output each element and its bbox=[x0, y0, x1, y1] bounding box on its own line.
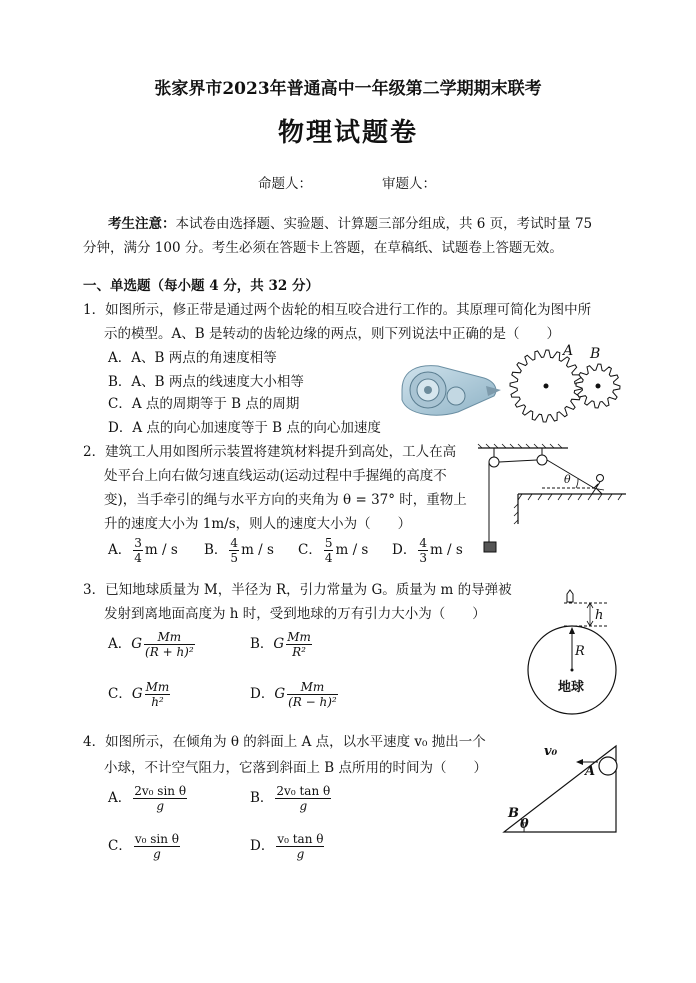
q4-option-a bbox=[108, 784, 189, 813]
incline-label-theta: θ bbox=[520, 817, 529, 832]
q4-a-letter: A． bbox=[108, 790, 132, 806]
q4-option-c bbox=[108, 832, 182, 861]
earth-label: 地球 bbox=[558, 680, 585, 695]
setter-label: 命题人： bbox=[258, 176, 312, 192]
earth-label-r: R bbox=[575, 644, 585, 659]
paper-title: 物理试题卷 bbox=[277, 118, 418, 148]
q2-option-a bbox=[108, 536, 178, 565]
q3-option-b bbox=[250, 630, 314, 659]
q3-b-den: R² bbox=[292, 645, 306, 659]
earth-label-h: h bbox=[595, 608, 604, 623]
q4-a-num: 2v₀ sin θ bbox=[134, 784, 187, 798]
q2-c-unit: m / s bbox=[335, 542, 369, 558]
q2-line4: 升的速度大小为 1m/s，则人的速度大小为（ ） bbox=[104, 516, 412, 532]
q4-b-den: g bbox=[299, 799, 308, 813]
earth-diagram bbox=[528, 586, 618, 716]
incline-label-a: A bbox=[585, 764, 596, 779]
q2-option-c-letter: C． bbox=[298, 542, 322, 558]
q4-b-letter: B． bbox=[250, 790, 274, 806]
q2-a-num: 3 bbox=[134, 536, 142, 550]
q3-b-g: G bbox=[273, 636, 285, 652]
q2-option-d bbox=[392, 536, 463, 565]
q2-option-b-letter: B． bbox=[204, 542, 228, 558]
q3-d-g: G bbox=[274, 686, 286, 702]
q4-line2: 小球，不计空气阻力，它落到斜面上 B 点所用的时间为（ ） bbox=[104, 760, 488, 776]
incline-label-b: B bbox=[508, 806, 519, 821]
q2-option-a-letter: A． bbox=[108, 542, 132, 558]
q2-b-num: 4 bbox=[230, 536, 239, 550]
q4-c-den: g bbox=[153, 847, 161, 861]
notice-label: 考生注意： bbox=[108, 216, 176, 232]
section1-heading: 一、单选题（每小题 4 分，共 32 分） bbox=[83, 278, 319, 294]
q2-a-den: 4 bbox=[134, 551, 142, 565]
q4-c-num: v₀ sin θ bbox=[134, 832, 180, 846]
pulley-diagram bbox=[476, 444, 626, 556]
q3-d-num: Mm bbox=[287, 680, 338, 695]
q4-a-den: g bbox=[156, 799, 164, 813]
q3-d-den: (R − h)² bbox=[288, 695, 337, 709]
q2-line3: 变)，当手牵引的绳与水平方向的夹角为 θ = 37° 时，重物上 bbox=[104, 492, 467, 508]
q3-c-num: Mm bbox=[145, 680, 170, 694]
q2-option-b bbox=[204, 536, 274, 565]
q2-d-num: 4 bbox=[419, 536, 427, 550]
q2-a-unit: m / s bbox=[144, 542, 178, 558]
notice-line1 bbox=[108, 212, 592, 232]
q3-a-num: Mm bbox=[144, 630, 195, 645]
q1-option-a: A．A、B 两点的角速度相等 bbox=[108, 350, 277, 366]
q3-line1: 3．已知地球质量为 M，半径为 R，引力常量为 G。质量为 m 的导弹被 bbox=[83, 582, 512, 598]
q2-option-d-letter: D． bbox=[392, 542, 417, 558]
q2-b-unit: m / s bbox=[241, 542, 274, 558]
gear-large-axle bbox=[544, 384, 549, 389]
q4-d-num: v₀ tan θ bbox=[277, 832, 324, 846]
q2-line2: 处平台上向右做匀速直线运动(运动过程中手握绳的高度不 bbox=[104, 468, 447, 484]
gear-label-a: A bbox=[563, 343, 574, 359]
q1-line1: 1．如图所示，修正带是通过两个齿轮的相互咬合进行工作的。其原理可简化为图中所 bbox=[83, 302, 592, 318]
q4-line1: 4．如图所示，在倾角为 θ 的斜面上 A 点，以水平速度 v₀ 抛出一个 bbox=[83, 734, 486, 750]
q3-c-den: h² bbox=[151, 695, 164, 709]
q2-d-unit: m / s bbox=[429, 542, 463, 558]
q2-c-num: 5 bbox=[324, 536, 333, 550]
gear-small-axle bbox=[596, 384, 601, 389]
gear-label-b: B bbox=[590, 346, 601, 362]
q4-option-b bbox=[250, 784, 333, 813]
pulley-theta-label: θ bbox=[564, 473, 571, 486]
q2-option-c bbox=[298, 536, 368, 565]
correction-tape-image bbox=[398, 360, 502, 420]
q3-line2: 发射到离地面高度为 h 时，受到地球的万有引力大小为（ ） bbox=[104, 606, 486, 622]
q1-option-c: C．A 点的周期等于 B 点的周期 bbox=[108, 396, 300, 412]
q1-option-d: D．A 点的向心加速度等于 B 点的向心加速度 bbox=[108, 420, 381, 436]
q4-d-letter: D． bbox=[250, 838, 275, 854]
reviewer-label: 审题人： bbox=[382, 176, 436, 192]
q3-a-letter: A． bbox=[108, 636, 132, 652]
q3-option-a bbox=[108, 630, 197, 659]
q2-line1: 2．建筑工人用如图所示装置将建筑材料提升到高处，工人在高 bbox=[83, 444, 457, 460]
q4-option-d bbox=[250, 832, 326, 861]
q2-b-den: 5 bbox=[230, 551, 239, 565]
incline-label-v0: v₀ bbox=[544, 744, 558, 759]
q1-line2: 示的模型。A、B 是转动的齿轮边缘的两点，则下列说法中正确的是（ ） bbox=[104, 326, 560, 342]
q2-d-den: 3 bbox=[419, 551, 427, 565]
q3-c-letter: C． bbox=[108, 686, 132, 702]
q3-b-num: Mm bbox=[287, 630, 311, 644]
exam-title: 张家界市2023年普通高中一年级第二学期期末联考 bbox=[154, 79, 542, 99]
q1-option-b: B．A、B 两点的线速度大小相等 bbox=[108, 374, 304, 390]
q3-option-d bbox=[250, 680, 340, 709]
notice-text-1: 本试卷由选择题、实验题、计算题三部分组成，共 6 页，考试时量 75 bbox=[175, 216, 593, 232]
q3-d-letter: D． bbox=[250, 686, 275, 702]
notice-line2: 分钟，满分 100 分。考生必须在答题卡上答题，在草稿纸、试题卷上答题无效。 bbox=[83, 240, 563, 256]
q3-a-den: (R + h)² bbox=[145, 645, 194, 659]
q3-option-c bbox=[108, 680, 172, 709]
q4-d-den: g bbox=[296, 847, 305, 861]
q3-c-g: G bbox=[131, 686, 143, 702]
q4-b-num: 2v₀ tan θ bbox=[276, 784, 331, 798]
q3-a-g: G bbox=[131, 636, 143, 652]
q4-c-letter: C． bbox=[108, 838, 132, 854]
q2-c-den: 4 bbox=[324, 551, 333, 565]
q3-b-letter: B． bbox=[250, 636, 274, 652]
